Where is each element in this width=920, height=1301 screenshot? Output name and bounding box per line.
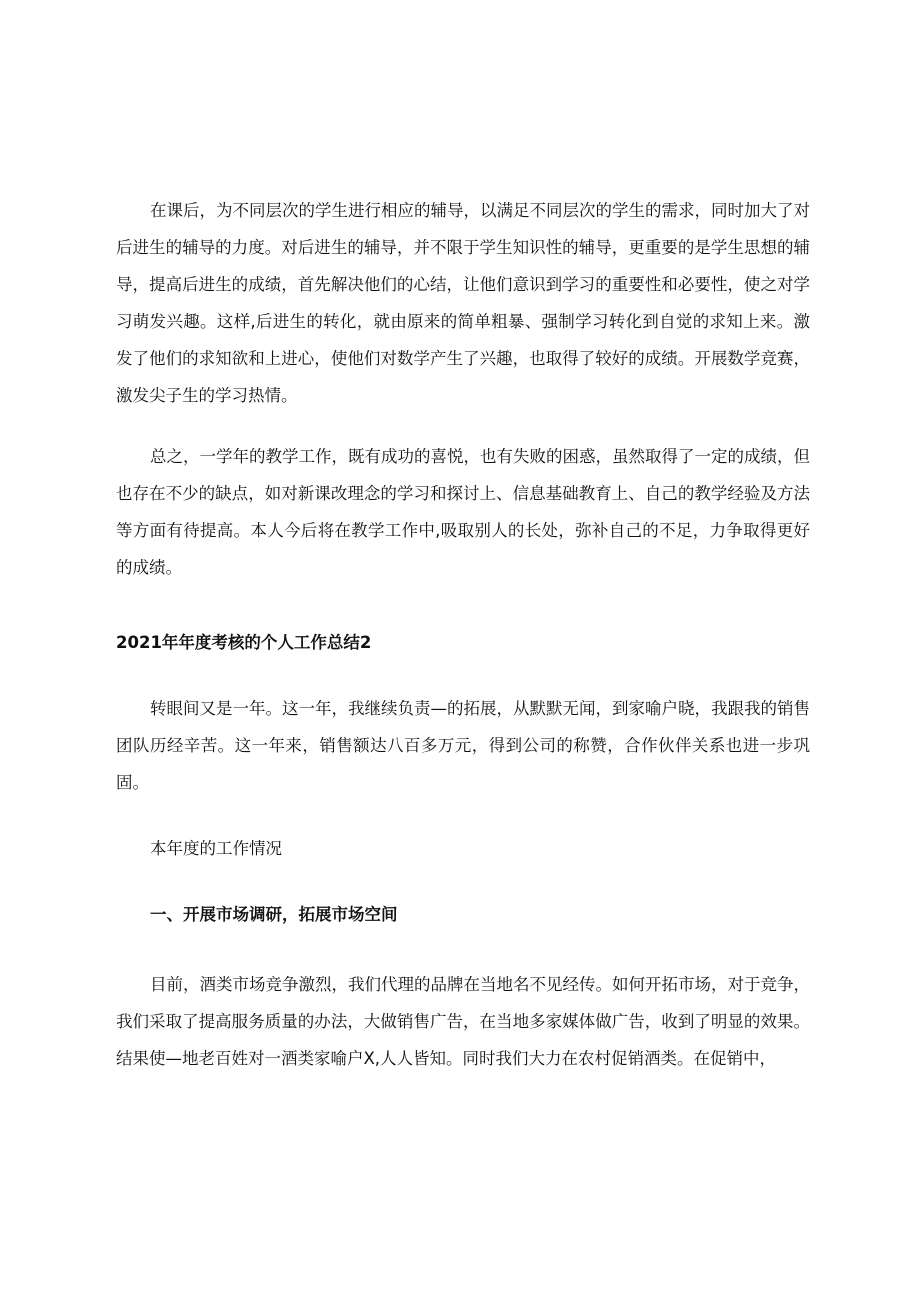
paragraph-conclusion: 总之，一学年的教学工作，既有成功的喜悦，也有失败的困惑，虽然取得了一定的成绩，但也存在不少的缺点，如对新课改理念的学习和探讨上、信息基础教育上、自己的教学经验及方法等方面有待提高。本人今后将在教学工作中,吸取别人的长处，弥补自己的不足，力争取得更好的成绩。	[116, 447, 810, 577]
paragraph-year-review: 转眼间又是一年。这一年，我继续负责—的拓展，从默默无闻，到家喻户晓，我跟我的销售团队历经辛苦。这一年来，销售额达八百多万元，得到公司的称赞，合作伙伴关系也进一步巩固。	[116, 699, 810, 792]
section-title: 2021年年度考核的个人工作总结2	[116, 633, 372, 652]
paragraph-market-competition: 目前，酒类市场竞争激烈，我们代理的品牌在当地名不见经传。如何开拓市场，对于竞争，我们采取了提高服务质量的办法，大做销售广告，在当地多家媒体做广告，收到了明显的效果。结果使—地老百姓对一酒类家喻户X,人人皆知。同时我们大力在农村促销酒类。在促销中，	[116, 975, 810, 1068]
subsection-title-market-research: 一、开展市场调研，拓展市场空间	[150, 905, 398, 924]
paragraph-work-situation: 本年度的工作情况	[150, 839, 282, 858]
paragraph-after-class-tutoring: 在课后，为不同层次的学生进行相应的辅导，以满足不同层次的学生的需求，同时加大了对后进生的辅导的力度。对后进生的辅导，并不限于学生知识性的辅导，更重要的是学生思想的辅导，提高后进生的成绩，首先解决他们的心结，让他们意识到学习的重要性和必要性，使之对学习萌发兴趣。这样,后进生的转化，就由原来的简单粗暴、强制学习转化到自觉的求知上来。激发了他们的求知欲和上进心，使他们对数学产生了兴趣，也取得了较好的成绩。开展数学竞赛，激发尖子生的学习热情。	[116, 201, 810, 405]
